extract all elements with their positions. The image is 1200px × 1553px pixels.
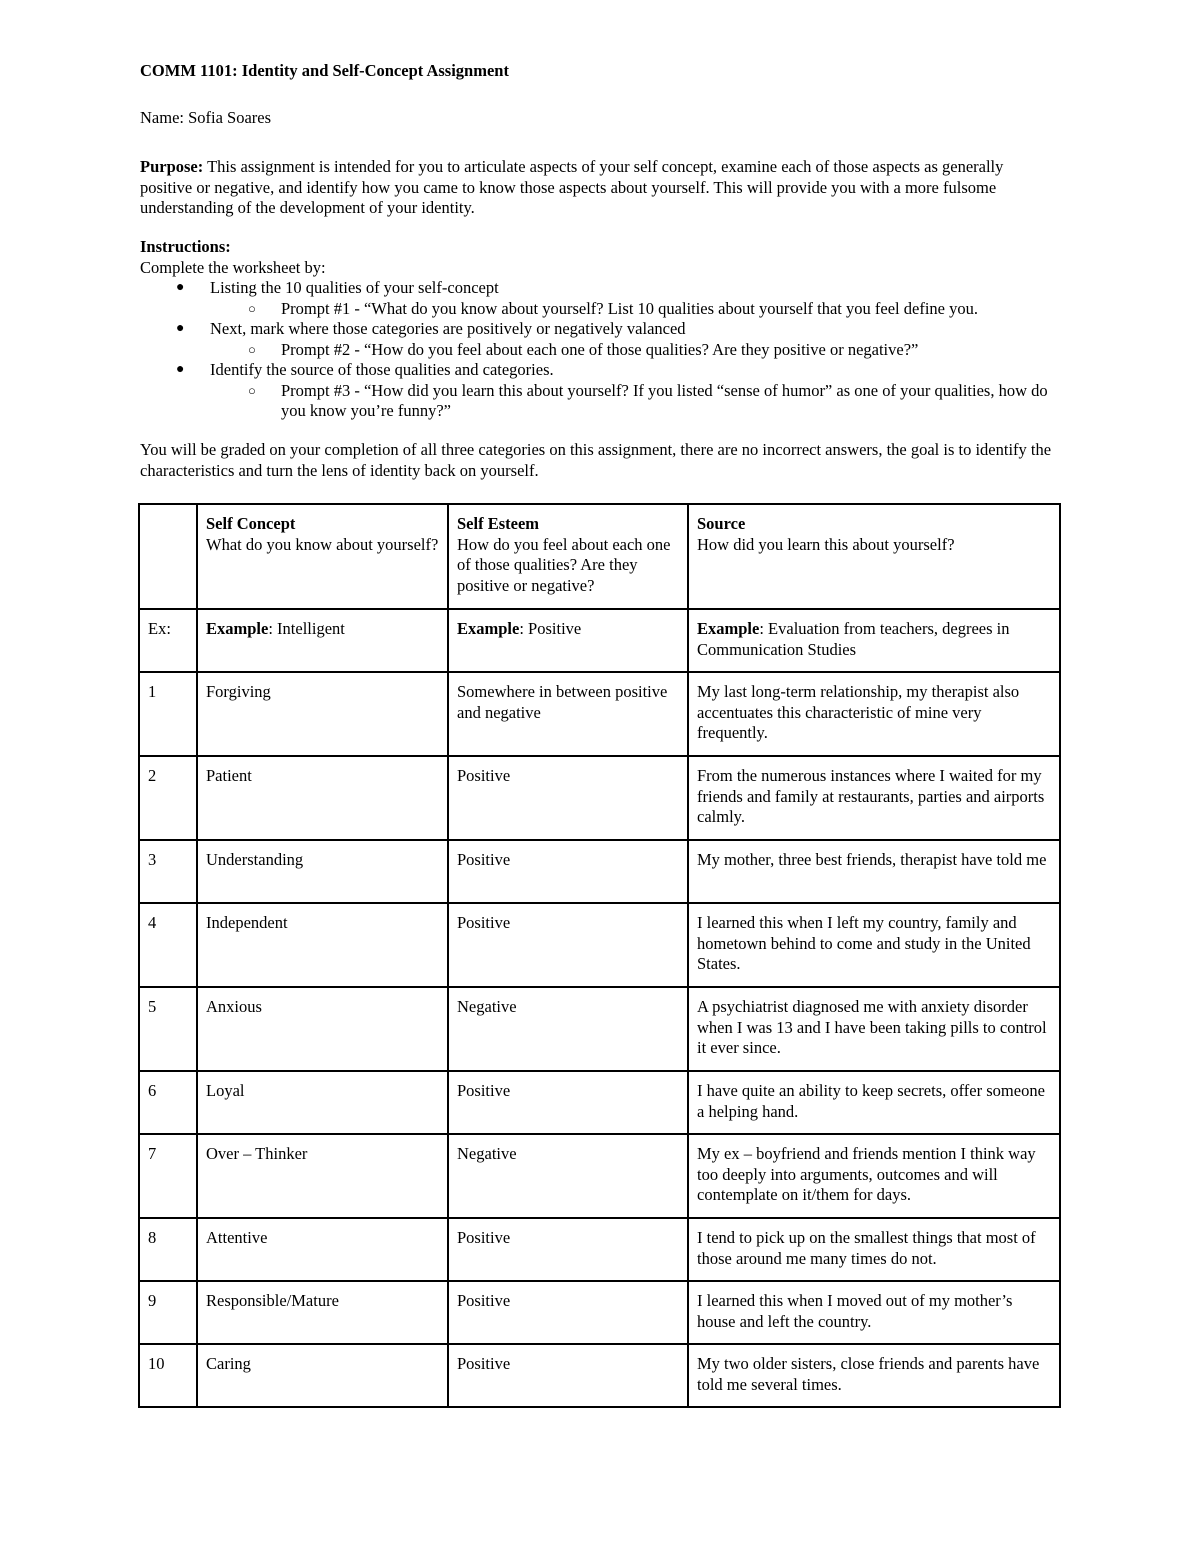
row-number: 5	[139, 987, 197, 1071]
instruction-prompt: ○ Prompt #2 - “How do you feel about each one of those qualities? Are they positive or negative?”	[248, 339, 919, 359]
esteem-cell: Positive	[448, 903, 688, 987]
table-row	[139, 987, 1060, 1071]
row-number: 6	[139, 1071, 197, 1134]
student-name: Name: Sofia Soares	[140, 108, 272, 127]
purpose-label: Purpose:	[140, 157, 204, 176]
esteem-cell: Positive	[448, 1281, 688, 1344]
concept-cell: Patient	[197, 756, 448, 840]
table-row	[139, 840, 1060, 903]
row-number: 4	[139, 903, 197, 987]
esteem-cell: Positive	[448, 756, 688, 840]
filled-bullet-icon: ●	[176, 280, 185, 295]
concept-cell: Loyal	[197, 1071, 448, 1134]
instructions-section	[140, 237, 1055, 422]
instruction-prompt: ○ Prompt #1 - “What do you know about yourself? List 10 qualities about yourself that you feel define you.	[248, 298, 978, 318]
table-row	[139, 903, 1060, 987]
purpose-paragraph	[140, 157, 1055, 219]
table-row	[139, 1134, 1060, 1218]
row-number: Ex:	[139, 609, 197, 672]
source-cell: My ex – boyfriend and friends mention I think way too deeply into arguments, outcomes and will contemplate on it/them for days.	[688, 1134, 1060, 1218]
grading-note: You will be graded on your completion of all three categories on this assignment, there are no incorrect answers, the goal is to identify the characteristics and turn the lens of identity back on yourself.	[140, 440, 1052, 480]
row-number: 8	[139, 1218, 197, 1281]
esteem-cell: Positive	[448, 1344, 688, 1407]
header-cell-empty	[139, 504, 197, 609]
esteem-cell: Positive	[448, 840, 688, 903]
concept-cell: Understanding	[197, 840, 448, 903]
instruction-prompt: ○ Prompt #3 - “How did you learn this about yourself? If you listed “sense of humor” as one of your qualities, how do you know you’re funny?”	[248, 380, 1048, 420]
source-cell: I have quite an ability to keep secrets, offer someone a helping hand.	[688, 1071, 1060, 1134]
source-cell: I learned this when I moved out of my mother’s house and left the country.	[688, 1281, 1060, 1344]
hollow-bullet-icon: ○	[248, 341, 256, 357]
header-source: Source How did you learn this about yourself?	[688, 504, 1060, 609]
instruction-bullet: ● Identify the source of those qualities and categories.	[176, 360, 554, 379]
hollow-bullet-icon: ○	[248, 382, 256, 398]
esteem-cell: Positive	[448, 1071, 688, 1134]
hollow-bullet-icon: ○	[248, 300, 256, 316]
esteem-cell: Positive	[448, 1218, 688, 1281]
row-number: 9	[139, 1281, 197, 1344]
concept-cell: Anxious	[197, 987, 448, 1071]
source-cell: My last long-term relationship, my therapist also accentuates this characteristic of mine very frequently.	[688, 672, 1060, 756]
concept-cell: Forgiving	[197, 672, 448, 756]
example-source-cell: Example: Evaluation from teachers, degrees in Communication Studies	[688, 609, 1060, 672]
table-row	[139, 756, 1060, 840]
self-concept-table	[138, 503, 1061, 1408]
concept-cell: Attentive	[197, 1218, 448, 1281]
concept-cell: Caring	[197, 1344, 448, 1407]
source-cell: A psychiatrist diagnosed me with anxiety disorder when I was 13 and I have been taking pills to control it ever since.	[688, 987, 1060, 1071]
esteem-cell: Negative	[448, 987, 688, 1071]
table-row	[139, 1344, 1060, 1407]
instructions-heading: Instructions:	[140, 237, 231, 256]
table-row	[139, 1281, 1060, 1344]
source-cell: I tend to pick up on the smallest things that most of those around me many times do not.	[688, 1218, 1060, 1281]
table-row	[139, 1071, 1060, 1134]
source-cell: My two older sisters, close friends and parents have told me several times.	[688, 1344, 1060, 1407]
filled-bullet-icon: ●	[176, 321, 185, 336]
table-row	[139, 1218, 1060, 1281]
esteem-cell: Negative	[448, 1134, 688, 1218]
page-title: COMM 1101: Identity and Self-Concept Assignment	[140, 61, 509, 80]
example-row	[139, 609, 1060, 672]
row-number: 2	[139, 756, 197, 840]
table-row	[139, 672, 1060, 756]
example-esteem-cell: Example: Positive	[448, 609, 688, 672]
source-cell: My mother, three best friends, therapist have told me	[688, 840, 1060, 903]
row-number: 1	[139, 672, 197, 756]
row-number: 7	[139, 1134, 197, 1218]
concept-cell: Independent	[197, 903, 448, 987]
purpose-text: This assignment is intended for you to articulate aspects of your self concept, examine each of those aspects as generally positive or negative, and identify how you came to know those aspects about yourself. This will provide you with a more fulsome understanding of the development of your identity.	[140, 157, 1004, 217]
instructions-intro: Complete the worksheet by:	[140, 257, 326, 277]
source-cell: I learned this when I left my country, family and hometown behind to come and study in the United States.	[688, 903, 1060, 987]
esteem-cell: Somewhere in between positive and negative	[448, 672, 688, 756]
row-number: 3	[139, 840, 197, 903]
source-cell: From the numerous instances where I waited for my friends and family at restaurants, parties and airports calmly.	[688, 756, 1060, 840]
instruction-bullet: ● Next, mark where those categories are positively or negatively valanced	[176, 319, 686, 338]
header-self-concept: Self Concept What do you know about yourself?	[197, 504, 448, 609]
filled-bullet-icon: ●	[176, 362, 185, 377]
table-header-row	[139, 504, 1060, 609]
concept-cell: Over – Thinker	[197, 1134, 448, 1218]
concept-cell: Responsible/Mature	[197, 1281, 448, 1344]
example-concept-cell: Example: Intelligent	[197, 609, 448, 672]
instruction-bullet: ● Listing the 10 qualities of your self-concept	[176, 278, 499, 297]
row-number: 10	[139, 1344, 197, 1407]
header-self-esteem: Self Esteem How do you feel about each one of those qualities? Are they positive or negative?	[448, 504, 688, 609]
